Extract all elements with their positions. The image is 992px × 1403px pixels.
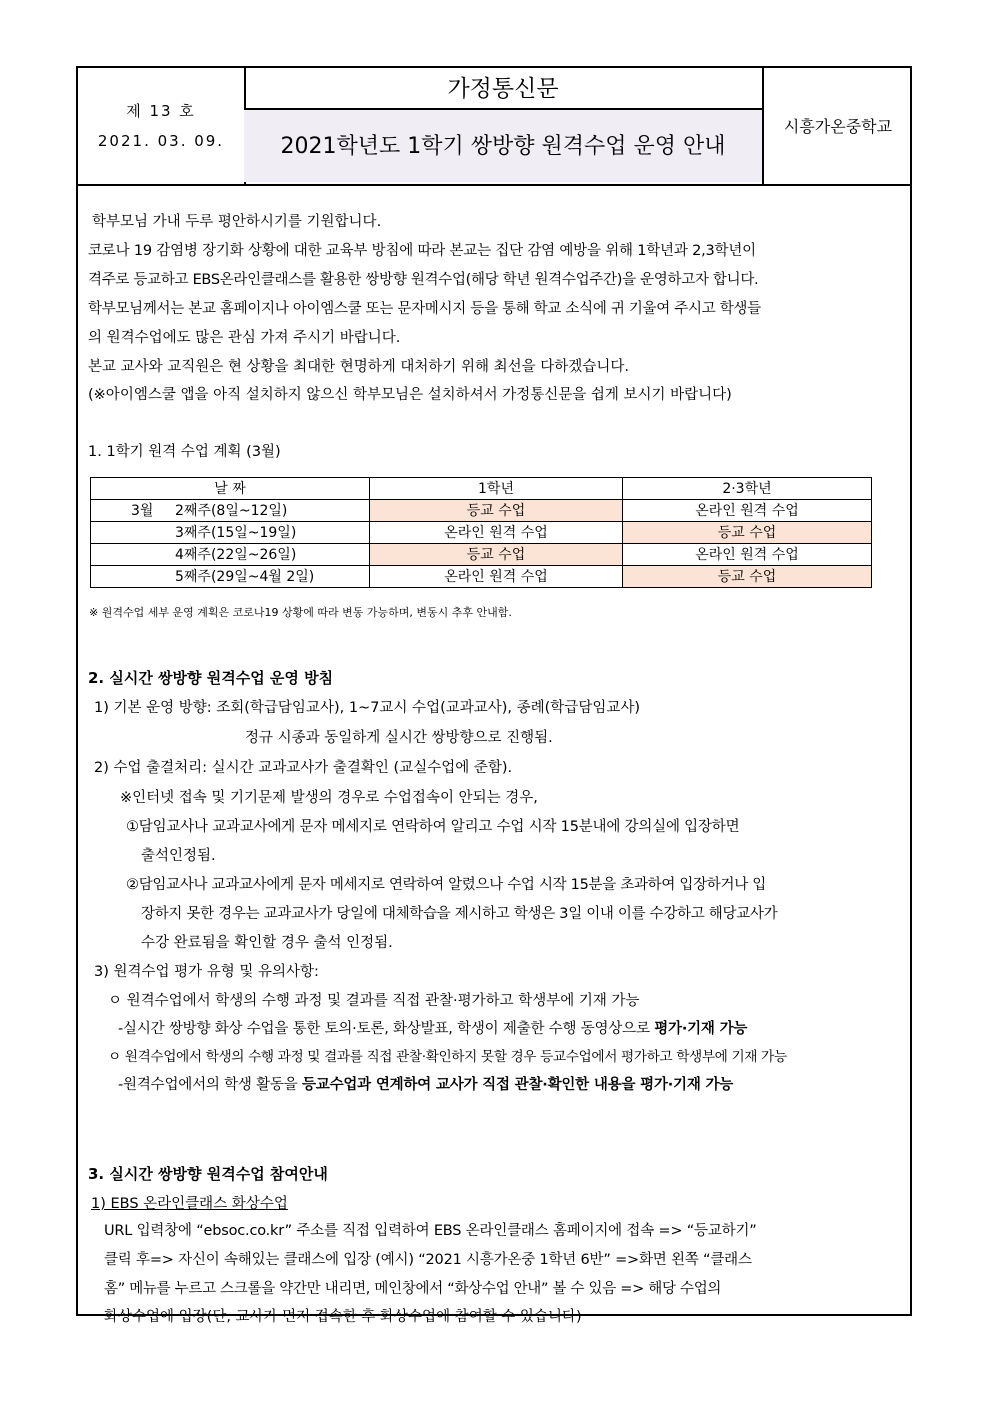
section2-heading: 2. 실시간 쌍방향 원격수업 운영 방침 <box>88 669 334 687</box>
section3-subheading: 1) EBS 온라인클래스 화상수업 <box>91 1196 288 1212</box>
issue-number: 제 13 호 <box>126 102 196 120</box>
evaluation-sub: -실시간 쌍방향 화상 수업을 통한 토의·토론, 화상발표, 학생이 제출한 수행 동영상으로 평가·기재 가능 <box>118 1021 748 1037</box>
attendance-case-cont: 출석인정됨. <box>141 848 216 864</box>
intro-line: 격주로 등교하고 EBS온라인클래스를 활용한 쌍방향 원격수업(해당 학년 원격수업주간)을 운영하고자 합니다. <box>88 272 759 288</box>
policy-item: 1) 기본 운영 방향: 조회(학급담임교사), 1~7교시 수업(교과교사), 종례(학급담임교사) <box>94 700 640 716</box>
document-subtitle: 2021학년도 1학기 쌍방향 원격수업 운영 안내 <box>244 110 762 182</box>
grade23-cell: 온라인 원격 수업 <box>623 544 872 566</box>
week-label: 2째주(8일~12일) <box>175 502 288 519</box>
intro-line: 코로나 19 감염병 장기화 상황에 대한 교육부 방침에 따라 본교는 집단 감염 예방을 위해 1학년과 2,3학년이 <box>88 243 756 259</box>
schedule-table <box>90 477 872 588</box>
attendance-case-cont: 장하지 못한 경우는 교과교사가 당일에 대체학습을 제시하고 학생은 3일 이내 이를 수강하고 해당교사가 <box>141 906 778 922</box>
week-label: 4째주(22일~26일) <box>175 546 297 563</box>
attendance-case: ①담임교사나 교과교사에게 문자 메세지로 연락하여 알리고 수업 시작 15분내에 강의실에 입장하면 <box>126 819 740 835</box>
evaluation-sub: -원격수업에서의 학생 활동을 등교수업과 연계하여 교사가 직접 관찰·확인한 내용을 평가·기재 가능 <box>118 1077 734 1093</box>
table-row <box>91 544 872 566</box>
grade1-cell: 등교 수업 <box>370 500 623 522</box>
grade23-cell: 온라인 원격 수업 <box>623 500 872 522</box>
header-date: 날 짜 <box>91 478 370 500</box>
grade1-cell: 온라인 원격 수업 <box>370 522 623 544</box>
grade23-cell: 등교 수업 <box>623 566 872 588</box>
policy-note: ※인터넷 접속 및 기기문제 발생의 경우로 수업접속이 안되는 경우, <box>120 790 538 806</box>
table-row <box>91 566 872 588</box>
guide-line: 홈” 메뉴를 누르고 스크롤을 약간만 내리면, 메인창에서 “화상수업 안내” 볼 수 있음 => 해당 수업의 <box>104 1281 722 1297</box>
grade23-cell: 등교 수업 <box>623 522 872 544</box>
evaluation-item: ㅇ 원격수업에서 학생의 수행 과정 및 결과를 직접 관찰·평가하고 학생부에 기재 가능 <box>108 993 640 1009</box>
header-divider <box>78 184 910 186</box>
issue-box <box>78 68 246 184</box>
intro-line: 본교 교사와 교직원은 현 상황을 최대한 현명하게 대처하기 위해 최선을 다하겠습니다. <box>88 359 629 375</box>
guide-line: 화상수업에 입장(단, 교사가 먼저 접속한 후 화상수업에 참여할 수 있습니다) <box>104 1309 582 1325</box>
header-grade23: 2·3학년 <box>623 478 872 500</box>
intro-line: 학부모님 가내 두루 평안하시기를 기원합니다. <box>92 214 382 230</box>
intro-line: 의 원격수업에도 많은 관심 가져 주시기 바랍니다. <box>88 330 401 346</box>
grade1-cell: 온라인 원격 수업 <box>370 566 623 588</box>
evaluation-item: ㅇ 원격수업에서 학생의 수행 과정 및 결과를 직접 관찰·확인하지 못할 경우 등교수업에서 평가하고 학생부에 기재 가능 <box>108 1049 787 1065</box>
intro-line: (※아이엠스쿨 앱을 아직 설치하지 않으신 학부모님은 설치하셔서 가정통신문을 쉽게 보시기 바랍니다) <box>88 387 732 403</box>
guide-line: URL 입력창에 “ebsoc.co.kr” 주소를 직접 입력하여 EBS 온라인클래스 홈페이지에 접속 => “등교하기” <box>104 1223 757 1239</box>
policy-item: 2) 수업 출결처리: 실시간 교과교사가 출결확인 (교실수업에 준함). <box>94 760 513 776</box>
table-row <box>91 500 872 522</box>
attendance-case: ②담임교사나 교과교사에게 문자 메세지로 연락하여 알렸으나 수업 시작 15분을 초과하여 입장하거나 입 <box>126 877 766 893</box>
intro-line: 학부모님께서는 본교 홈페이지나 아이엠스쿨 또는 문자메시지 등을 통해 학교 소식에 귀 기울여 주시고 학생들 <box>88 301 761 317</box>
title-box <box>244 68 762 184</box>
header-grade1: 1학년 <box>370 478 623 500</box>
table-header-row <box>91 478 872 500</box>
guide-line: 클릭 후=> 자신이 속해있는 클래스에 입장 (예시) “2021 시흥가온중 1학년 6반” =>화면 왼쪽 “클래스 <box>104 1252 752 1268</box>
policy-item: 3) 원격수업 평가 유형 및 유의사항: <box>94 964 319 980</box>
section3-heading: 3. 실시간 쌍방향 원격수업 참여안내 <box>88 1165 328 1183</box>
week-label: 5째주(29일~4월 2일) <box>175 568 315 585</box>
grade1-cell: 등교 수업 <box>370 544 623 566</box>
table-row <box>91 522 872 544</box>
month-label: 3월 <box>131 502 154 519</box>
section1-heading: 1. 1학기 원격 수업 계획 (3월) <box>88 444 281 460</box>
document-title: 가정통신문 <box>244 68 762 110</box>
issue-date: 2021. 03. 09. <box>97 132 225 150</box>
attendance-case-cont: 수강 완료됨을 확인할 경우 출석 인정됨. <box>141 935 393 951</box>
school-name: 시흥가온중학교 <box>762 68 912 184</box>
week-label: 3째주(15일~19일) <box>175 524 297 541</box>
policy-item-cont: 정규 시종과 동일하게 실시간 쌍방향으로 진행됨. <box>245 730 553 746</box>
schedule-note: ※ 원격수업 세부 운영 계획은 코로나19 상황에 따라 변동 가능하며, 변동시 추후 안내함. <box>89 606 512 619</box>
